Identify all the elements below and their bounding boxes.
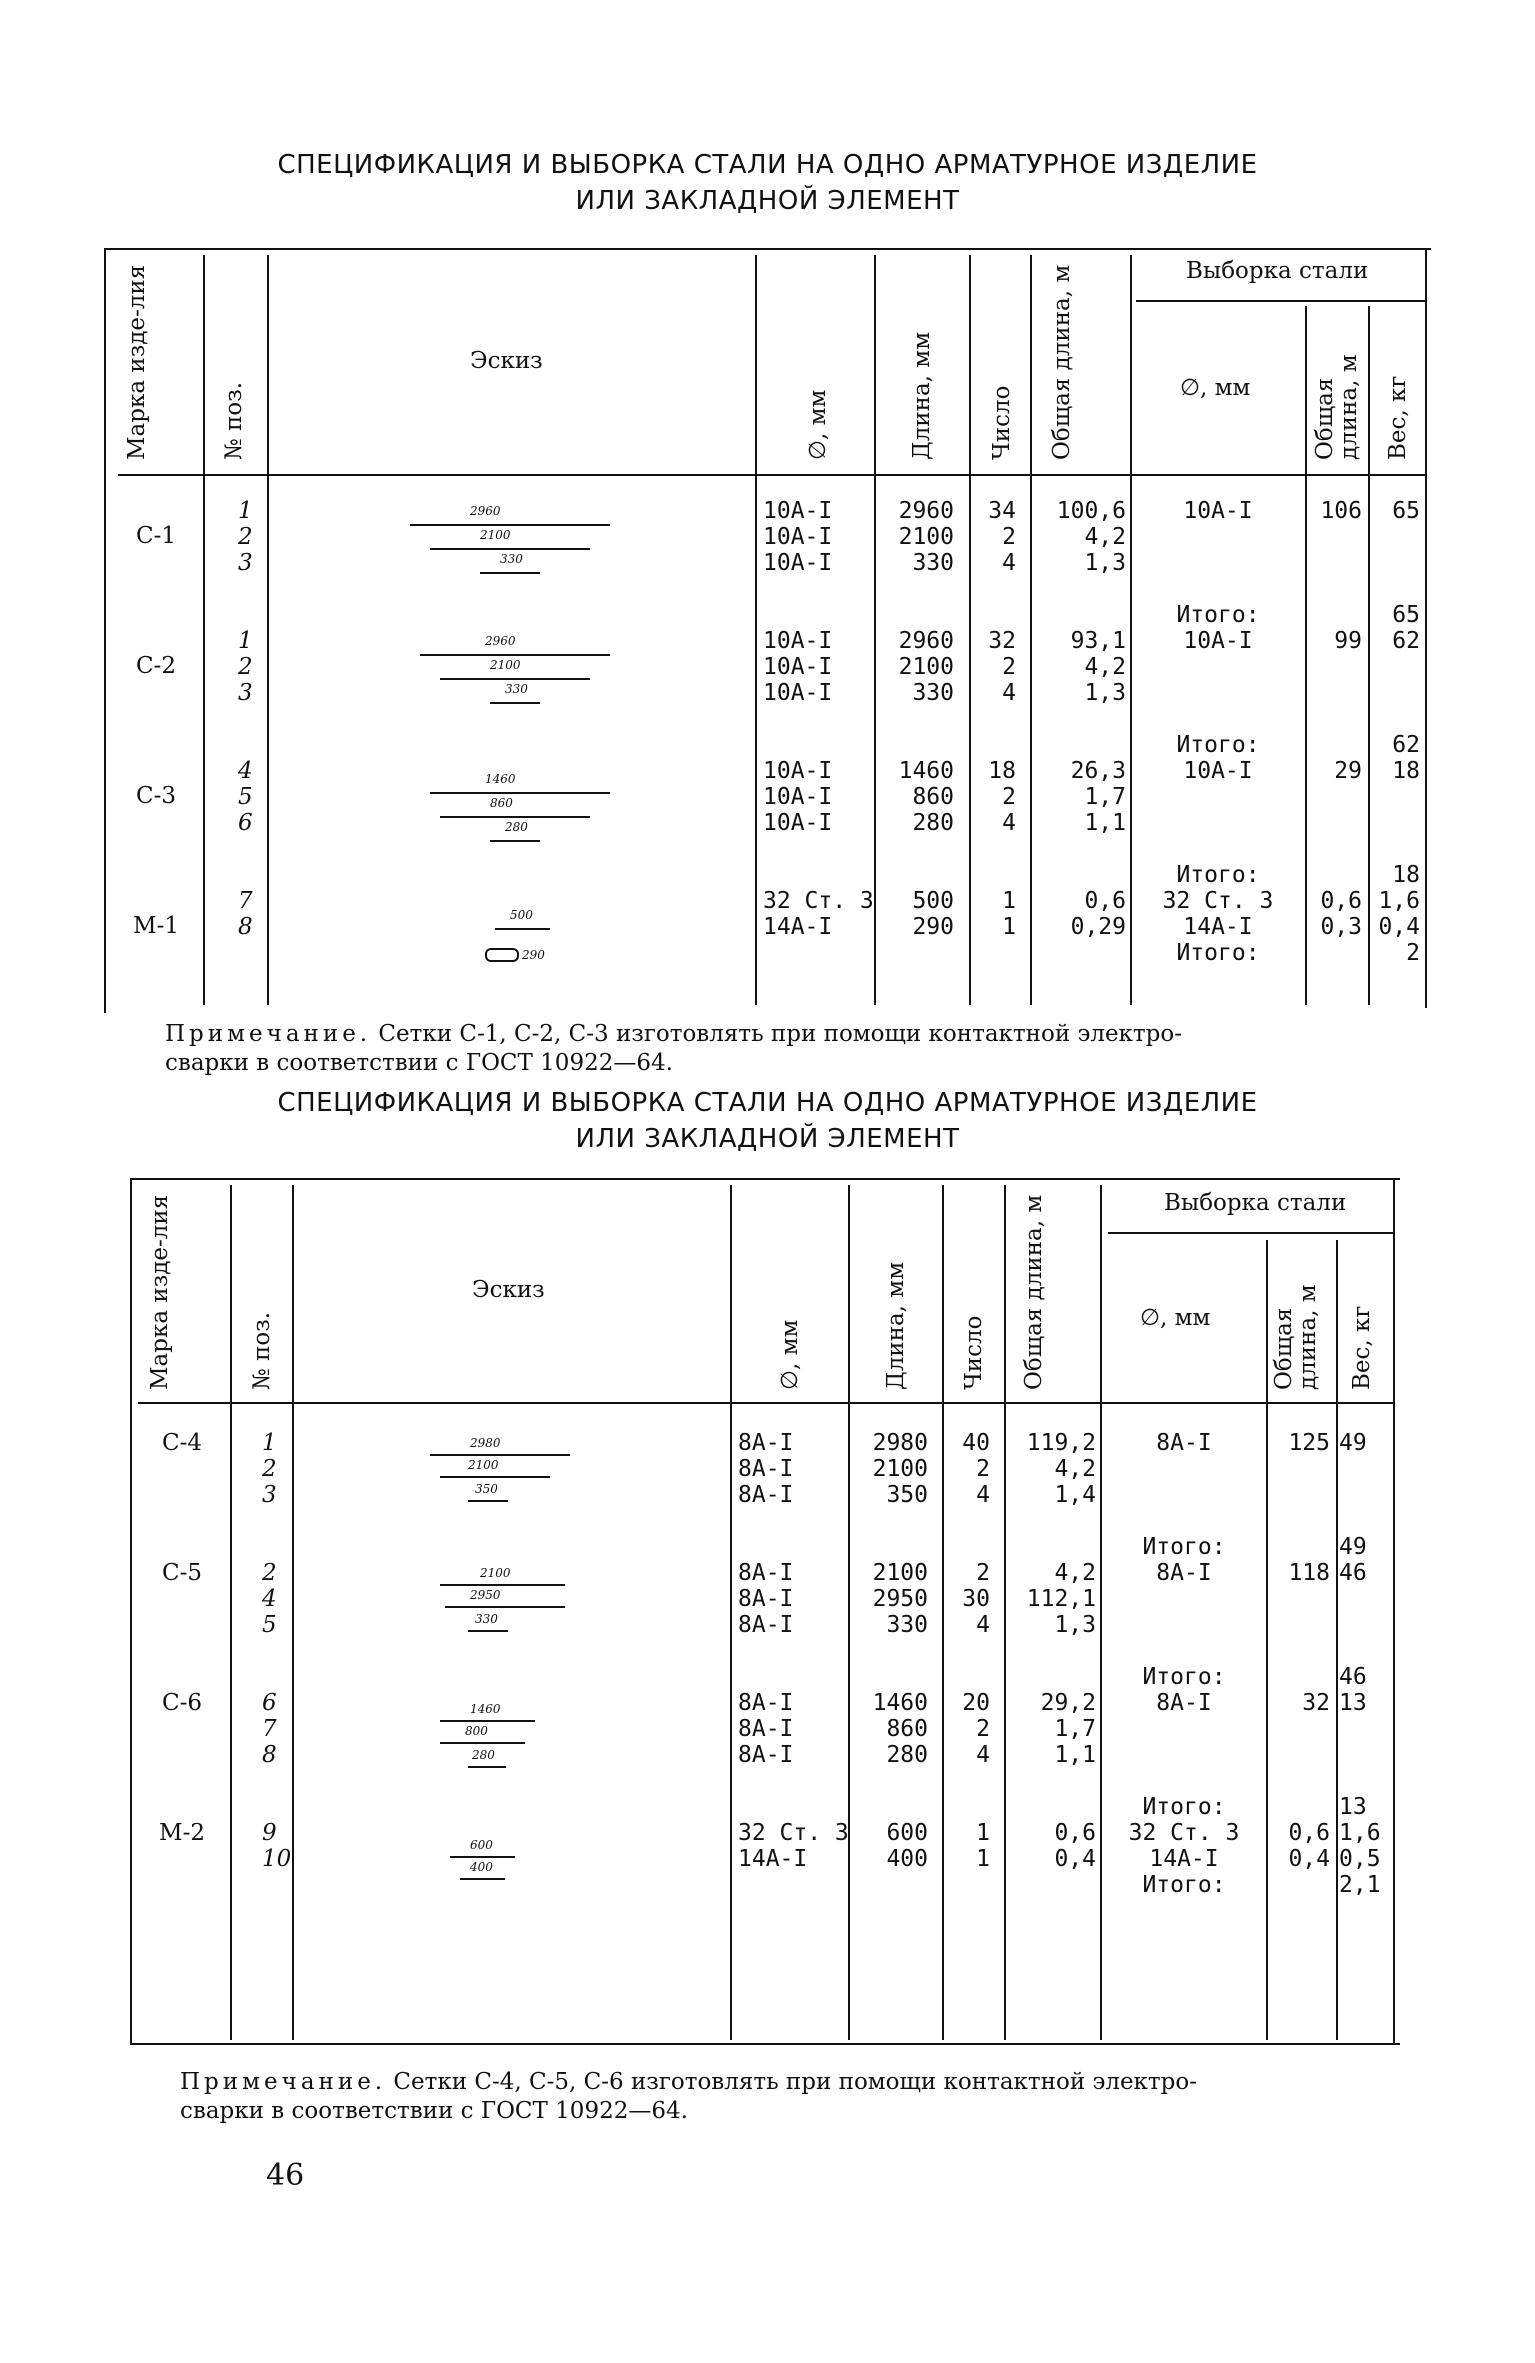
header-count: Число xyxy=(961,1315,987,1390)
table2-note-line2: сварки в соответствии с ГОСТ 10922—64. xyxy=(180,2098,688,2124)
table1-title-line2: ИЛИ ЗАКЛАДНОЙ ЭЛЕМЕНТ xyxy=(575,186,960,216)
header-mark: Марка изде-лия xyxy=(124,264,150,460)
note-text: Сетки С-4, С-5, С-6 изготовлять при помощи контактной электро- xyxy=(386,2069,1197,2095)
table2-col-sel-diam: 8А-I Итого: 8А-I Итого: 8А-I Итого: 32 Ст. 3 14А-I Итого: xyxy=(1128,1430,1240,1898)
table1-col-sel-diam: 10А-I Итого: 10А-I Итого: 10А-I Итого: 32 Ст. 3 14А-I Итого: xyxy=(1162,498,1274,966)
table2-col-pos: 1 2 3 2 4 5 6 7 8 9 10 xyxy=(262,1430,292,1872)
table2-title-line1: СПЕЦИФИКАЦИЯ И ВЫБОРКА СТАЛИ НА ОДНО АРМАТУРНОЕ ИЗДЕЛИЕ xyxy=(277,1088,1258,1118)
header-sketch: Эскиз xyxy=(470,348,543,374)
header-sel-diam: ∅, мм xyxy=(1180,375,1251,401)
header-sel-diam: ∅, мм xyxy=(1140,1305,1211,1331)
header-mark: Марка изде-лия xyxy=(147,1194,173,1390)
loop-icon xyxy=(485,948,519,962)
table1-note-line1 xyxy=(165,1020,1182,1049)
header-total: Общая длина, м xyxy=(1049,264,1075,460)
header-pos: № поз. xyxy=(249,1311,275,1390)
header-pos: № поз. xyxy=(221,381,247,460)
table1-col-pos: 1 2 3 1 2 3 4 5 6 7 8 xyxy=(238,498,253,940)
table1-col-total: 100,6 4,2 1,3 93,1 4,2 1,3 26,3 1,7 1,1 0,6 0,29 xyxy=(1056,498,1126,940)
header-length: Длина, мм xyxy=(909,331,935,460)
table1-title-line1: СПЕЦИФИКАЦИЯ И ВЫБОРКА СТАЛИ НА ОДНО АРМАТУРНОЕ ИЗДЕЛИЕ xyxy=(277,150,1258,180)
table2-col-diam: 8А-I 8А-I 8А-I 8А-I 8А-I 8А-I 8А-I 8А-I 8А-I 32 Ст. 3 14А-I xyxy=(738,1430,849,1872)
table2-col-mark: С-4 С-5 С-6 М-2 xyxy=(159,1430,205,1846)
table2-col-sel-total: 125 118 32 0,6 0,4 xyxy=(1288,1430,1330,1872)
table2-col-total: 119,2 4,2 1,4 4,2 112,1 1,3 29,2 1,7 1,1 0,6 0,4 xyxy=(1026,1430,1096,1872)
header-selection: Выборка стали xyxy=(1164,1190,1347,1216)
table2-note-line1 xyxy=(180,2068,1197,2097)
table1-col-mark: С-1 С-2 С-3 М-1 xyxy=(133,523,179,939)
header-sketch: Эскиз xyxy=(472,1277,545,1303)
page-number: 46 xyxy=(266,2158,305,2193)
header-count: Число xyxy=(989,385,1015,460)
note-label: Примечание. xyxy=(165,1021,372,1047)
header-length: Длина, мм xyxy=(883,1261,909,1390)
header-sel-weight: Вес, кг xyxy=(1385,375,1411,460)
table1-col-sel-weight: 65 65 62 62 18 18 1,6 0,4 2 xyxy=(1378,498,1420,966)
table1-col-count: 34 2 4 32 2 4 18 2 4 1 1 xyxy=(988,498,1016,940)
header-sel-total: Общая длина, м xyxy=(1271,1284,1321,1390)
table2-col-length: 2980 2100 350 2100 2950 330 1460 860 280 600 400 xyxy=(872,1430,928,1872)
note-text: Сетки С-1, С-2, С-3 изготовлять при помощи контактной электро- xyxy=(371,1021,1182,1047)
header-sel-total: Общая длина, м xyxy=(1312,354,1362,460)
table1-col-sel-total: 106 99 29 0,6 0,3 xyxy=(1320,498,1362,940)
header-sel-weight: Вес, кг xyxy=(1349,1305,1375,1390)
header-total: Общая длина, м xyxy=(1021,1194,1047,1390)
table1-col-length: 2960 2100 330 2960 2100 330 1460 860 280 500 290 xyxy=(898,498,954,940)
header-diam: ∅, мм xyxy=(805,389,831,460)
table2-title-line2: ИЛИ ЗАКЛАДНОЙ ЭЛЕМЕНТ xyxy=(575,1124,960,1154)
table1-note-line2: сварки в соответствии с ГОСТ 10922—64. xyxy=(165,1050,673,1076)
table2-col-count: 40 2 4 2 30 4 20 2 4 1 1 xyxy=(962,1430,990,1872)
table1-col-diam: 10А-I 10А-I 10А-I 10А-I 10А-I 10А-I 10А-I 10А-I 10А-I 32 Ст. 3 14А-I xyxy=(763,498,874,940)
note-label: Примечание. xyxy=(180,2069,387,2095)
table2-col-sel-weight: 49 49 46 46 13 13 1,6 0,5 2,1 xyxy=(1339,1430,1381,1898)
header-selection: Выборка стали xyxy=(1186,258,1369,284)
header-diam: ∅, мм xyxy=(777,1319,803,1390)
